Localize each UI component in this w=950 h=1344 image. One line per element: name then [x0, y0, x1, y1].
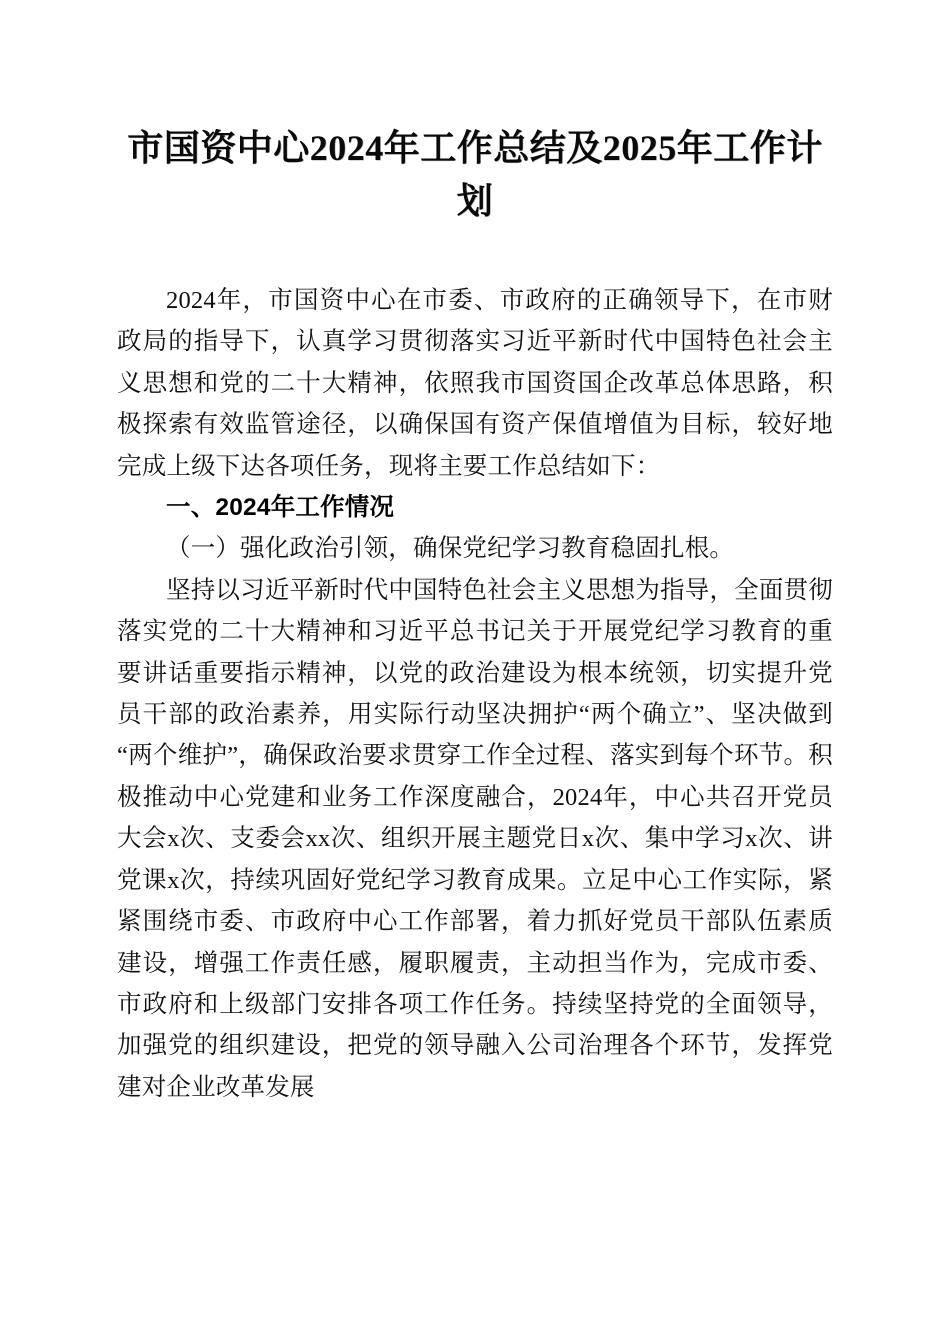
document-content-column — [117, 0, 833, 1101]
page-title: 市国资中心2024年工作总结及2025年工作计划 — [127, 128, 823, 221]
section-body-paragraph: 坚持以习近平新时代中国特色社会主义思想为指导，全面贯彻落实党的二十大精神和习近平总书记关于开展党纪学习教育的重要讲话重要指示精神，以党的政治建设为根本统领，切实提升党员干部的政治素养，用实际行动坚决拥护“两个确立”、坚决做到“两个维护”，确保政治要求贯穿工作全过程、落实到每个环节。积极推动中心党建和业务工作深度融合，2024年，中心共召开党员大会x次、支委会xx次、组织开展主题党日x次、集中学习x次、讲党课x次，持续巩固好党纪学习教育成果。立足中心工作实际，紧紧围绕市委、市政府中心工作部署，着力抓好党员干部队伍素质建设，增强工作责任感，履职履责，主动担当作为，完成市委、市政府和上级部门安排各项工作任务。持续坚持党的全面领导，加强党的组织建设，把党的领导融入公司治理各个环节，发挥党建对企业改革发展 — [117, 576, 833, 1101]
section-heading-level-1: 一、2024年工作情况 — [166, 494, 395, 522]
section-heading-level-2: （一）强化政治引领，确保党纪学习教育稳固扎根。 — [166, 535, 735, 563]
intro-paragraph: 2024年，市国资中心在市委、市政府的正确领导下，在市财政局的指导下，认真学习贯彻落实习近平新时代中国特色社会主义思想和党的二十大精神，依照我市国资国企改革总体思路，积极探索有效监管途径，以确保国有资产保值增值为目标，较好地完成上级下达各项任务，现将主要工作总结如下： — [117, 287, 833, 480]
document-body — [117, 280, 833, 1108]
